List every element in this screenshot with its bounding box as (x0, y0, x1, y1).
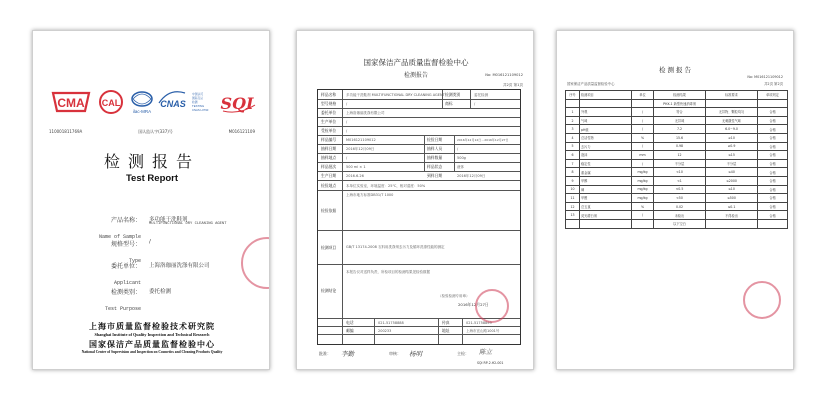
row-value: 上海市地方标准DB31/T 1000 (346, 193, 394, 197)
results-cell: 甲醇 (580, 176, 632, 185)
results-cell: 序号 (566, 91, 580, 100)
results-cell: 单项判定 (758, 91, 788, 100)
results-cell: ≤0.1 (706, 202, 758, 211)
row-value-2: 2016年12月12日－2016年12月27日 (457, 137, 509, 142)
results-cell: 砷 (580, 185, 632, 194)
results-cell: ≥10 (706, 133, 758, 142)
results-cell: ≤40 (706, 168, 758, 177)
results-cell: 合格 (758, 108, 788, 117)
row-label: 检验依据 (321, 208, 337, 213)
row-value-2: 2016年12月09日 (457, 173, 486, 178)
svg-text:国际互认: 国际互认 (192, 96, 204, 100)
field-value-cn: 多功能干洗鞋剂 (149, 217, 188, 223)
results-cell: 4 (566, 133, 580, 142)
results-row (566, 108, 788, 117)
field-label-en: Applicant (113, 280, 141, 286)
results-cell (706, 219, 758, 228)
institute-name-cn-1: 上海市质量监督检验技术研究院 (89, 322, 215, 331)
results-cell: pH值 (580, 125, 632, 134)
results-cell: 11 (566, 194, 580, 203)
results-cell: / (632, 211, 654, 220)
results-cell: 重金属 (580, 168, 632, 177)
results-cell: 合格 (758, 142, 788, 151)
results-cell: / (632, 108, 654, 117)
svg-text:中国认可: 中国认可 (192, 92, 204, 96)
results-cell: 去污力 (580, 142, 632, 151)
cma-logo-icon (53, 93, 89, 111)
results-cell: mg/kg (632, 176, 654, 185)
svg-text:TESTING: TESTING (192, 104, 205, 108)
results-cell: mg/kg (632, 185, 654, 194)
results-cell: 合格 (758, 125, 788, 134)
field-label-cn: 委托单位： (110, 263, 141, 270)
report-detail-page (296, 30, 534, 370)
red-seal-stamp (743, 281, 781, 319)
row-value: / (346, 119, 348, 124)
results-row (566, 159, 788, 168)
results-cell: <0.5 (654, 185, 706, 194)
results-cell (632, 99, 654, 108)
results-row (566, 211, 788, 220)
row-label: 生产日期 (321, 173, 337, 178)
signer-review: 审核： (389, 351, 401, 356)
results-cell: 检测项目 (580, 91, 632, 100)
results-cell: mg/kg (632, 194, 654, 203)
results-cell: 合格 (758, 151, 788, 160)
row-value: 多功能干洗鞋剂 MULTIFUNCTIONAL DRY CLEANING AGENT (346, 92, 445, 97)
row-value: 2016年12月09日 (346, 146, 375, 151)
row-value: GB/T 13174-2008 衣料用洗涤剂去污力及循环洗涤性能的测定 (346, 245, 445, 249)
results-row (566, 133, 788, 142)
results-row (566, 185, 788, 194)
row-label-2: 抽样人员 (427, 146, 443, 151)
results-row (566, 219, 788, 228)
results-cell: <10 (654, 168, 706, 177)
results-cell: 稳定性 (580, 159, 632, 168)
results-cell (758, 99, 788, 108)
cal-logo-icon (100, 91, 122, 113)
row-label-2: 样品状态 (427, 164, 443, 169)
results-table (565, 90, 788, 229)
results-cell: 符合 (654, 108, 706, 117)
results-cell: 合格 (758, 159, 788, 168)
results-cell: 无异物、颗粒均匀 (706, 108, 758, 117)
results-row (566, 125, 788, 134)
results-cell (632, 219, 654, 228)
results-cell: 合格 (758, 176, 788, 185)
results-cell: 甲醛 (580, 194, 632, 203)
results-cell: 合格 (758, 211, 788, 220)
cnas-caption (192, 92, 209, 112)
results-cell: 12 (566, 202, 580, 211)
sqi-logo-text: SQI (220, 94, 254, 113)
results-cell: 以下空白 (654, 219, 706, 228)
row-value: 上海洛珈丽洗涤有限公司 (346, 110, 385, 115)
row-value: 2016.6.26 (346, 173, 364, 178)
results-cell: 荧光增白剂 (580, 211, 632, 220)
row-label: 抽样地点 (321, 155, 337, 160)
results-row (566, 99, 788, 108)
results-cell: 单位 (632, 91, 654, 100)
stamp-note: （检验检测专用章） (438, 294, 470, 298)
results-row (566, 194, 788, 203)
report-title-cn: 检测报告 (103, 152, 200, 171)
results-cell: 10 (566, 185, 580, 194)
results-cell: 合格 (758, 185, 788, 194)
report-subtitle: 检测报告 (403, 72, 428, 79)
results-cell: 8 (566, 168, 580, 177)
results-cell: 1 (566, 108, 580, 117)
results-cell: 0.98 (654, 142, 706, 151)
field-value-cn: 委托检测 (149, 289, 172, 295)
signature-approver: 陈立 (479, 348, 492, 356)
center-title: 国家保洁产品质量监督检验中心 (363, 58, 469, 67)
serial-cma: 110001811769A (49, 129, 83, 134)
row-label: 抽样日期 (321, 146, 337, 151)
results-page-number: 共2页 第2页 (764, 82, 783, 86)
results-cell: 7 (566, 159, 580, 168)
results-cell: 无异味 (654, 116, 706, 125)
report-cover-page (32, 30, 270, 370)
results-cell: % (632, 133, 654, 142)
serial-cal: 国认监认字(337)号 (138, 129, 173, 134)
report-results-page (556, 30, 794, 370)
row-label: 样品名称 (321, 92, 337, 97)
results-cell: / (632, 142, 654, 151)
row-value-2: 委托检测 (474, 92, 488, 97)
results-cell: 未检出 (654, 211, 706, 220)
sqi-logo-icon (221, 94, 255, 113)
field-value-cn: 上海洛珈丽洗涤有限公司 (149, 263, 210, 269)
field-value-en: MULTIFUNCTIONAL DRY CLEANING AGENT (149, 222, 227, 226)
results-cell: 6.0~9.0 (706, 125, 758, 134)
signer-main: 主检： (457, 351, 469, 356)
row-label: 委托单位 (321, 110, 337, 115)
results-cell: PHX-1 新型快速消毒剂 (654, 99, 706, 108)
results-cell: 不分层 (654, 159, 706, 168)
field-applicant (69, 261, 259, 286)
row-value: / (346, 128, 348, 133)
results-cell: % (632, 202, 654, 211)
results-cell: mg/kg (632, 168, 654, 177)
row-value: 本报告仅对送样负责，所检项目的检测结果见检验数据 (346, 270, 430, 274)
results-row (566, 151, 788, 160)
signer-approve: 批准： (319, 351, 331, 356)
results-cell: 5 (566, 142, 580, 151)
results-cell: ≤2000 (706, 176, 758, 185)
cal-logo-text: CAL (101, 98, 121, 108)
results-cell (706, 99, 758, 108)
institute-name-en-1: Shanghai Institute of Quality Inspection and Technical Research (94, 332, 210, 337)
report-number: No: M016121109012 (485, 73, 523, 77)
results-cell: 合格 (758, 133, 788, 142)
svg-text:CNAS L0790: CNAS L0790 (192, 108, 209, 112)
field-label-cn: 产品名称： (110, 217, 141, 224)
row-label-2: 商标 (445, 101, 453, 106)
results-cell: 3 (566, 125, 580, 134)
row-value: M016121109012 (346, 137, 376, 142)
row-value-2: 500g (457, 155, 466, 160)
results-header-row (566, 91, 788, 100)
row-label-2: 检测类别 (445, 92, 461, 97)
results-cell (580, 219, 632, 228)
row-value-2: / (457, 146, 459, 151)
results-header-center: 国家保洁产品质量监督检验中心 (567, 82, 615, 86)
row-label: 检测结论 (321, 288, 337, 293)
row-value: / (346, 155, 348, 160)
contact-value: 021-51758888 (378, 320, 404, 325)
results-cell: 7.2 (654, 125, 706, 134)
results-cell (566, 219, 580, 228)
results-cell: / (632, 125, 654, 134)
row-label: 检测项目 (321, 245, 337, 250)
field-value-cn: / (149, 239, 151, 245)
field-sample-name (69, 215, 259, 240)
contact-label: 传真 (442, 320, 450, 325)
results-cell: 6 (566, 151, 580, 160)
institute-name-en-2: National Center of Supervision and Inspection on Cosmetics and Cleaning Products Quality (81, 350, 223, 354)
contact-value: 021-51758899 (466, 320, 492, 325)
results-cell: 无刺激性气味 (706, 116, 758, 125)
results-cell: 15.6 (654, 133, 706, 142)
results-cell: 不分层 (706, 159, 758, 168)
contact-label: 邮编 (346, 328, 354, 333)
field-test-purpose (69, 287, 259, 312)
field-label-cn: 规格型号： (110, 241, 141, 248)
row-value-2: / (474, 101, 476, 106)
accreditation-numbers (49, 129, 255, 135)
row-value: 500 ml × 1 (346, 164, 366, 169)
row-label: 样品编号 (321, 137, 337, 142)
contact-label: 地址 (442, 328, 450, 333)
cma-logo-text: CMA (57, 96, 85, 110)
results-cell: ≤500 (706, 194, 758, 203)
results-row (566, 168, 788, 177)
results-row (566, 116, 788, 125)
certification-logos (49, 85, 259, 117)
results-cell: 检测结果 (654, 91, 706, 100)
cnas-logo-icon (159, 92, 186, 109)
row-label: 生产单位 (321, 119, 337, 124)
report-title-en: Test Report (125, 173, 179, 184)
red-seal-stamp (475, 289, 509, 323)
field-label-en: Test Purpose (104, 306, 141, 312)
results-row (566, 176, 788, 185)
field-label-en: Name of Sample (98, 234, 141, 240)
results-cell: ≤15 (706, 151, 758, 160)
results-cell: 总五氯 (580, 202, 632, 211)
results-cell: 合格 (758, 194, 788, 203)
signature-inspector: 杨明 (409, 350, 422, 358)
results-report-number: No: M016121109012 (747, 75, 783, 79)
results-title: 检测报告 (659, 66, 693, 74)
results-cell: 12 (654, 151, 706, 160)
row-value: 本单位实验室，环境温度：25℃，相对湿度：50% (346, 183, 426, 188)
results-cell: 气味 (580, 116, 632, 125)
results-cell: 合格 (758, 116, 788, 125)
results-cell: 泡沫 (580, 151, 632, 160)
results-cell: 13 (566, 211, 580, 220)
row-value-2: 液体 (457, 164, 464, 169)
field-label-en: Type (128, 258, 141, 264)
contact-value: 上海市宜山路1001号 (466, 328, 500, 333)
row-label: 检验地点 (321, 183, 337, 188)
results-cell (758, 219, 788, 228)
field-label-cn: 检测类别： (110, 289, 141, 296)
results-cell: / (632, 159, 654, 168)
cnas-logo-text: CNAS (160, 99, 186, 109)
serial-report: M016121109 (228, 129, 255, 134)
results-cell: 不得检出 (706, 211, 758, 220)
form-footer-number: SQI RP-2.H2-001 (477, 361, 504, 365)
results-cell: 总活性物 (580, 133, 632, 142)
results-cell (566, 99, 580, 108)
results-row (566, 202, 788, 211)
svg-text:检测: 检测 (192, 100, 198, 104)
results-cell: <1 (654, 176, 706, 185)
results-cell: 标准要求 (706, 91, 758, 100)
results-cell: 外观 (580, 108, 632, 117)
row-label: 型号规格 (321, 101, 337, 106)
signature-reviewer: 李勤 (341, 350, 354, 358)
row-label-2: 到样日期 (427, 173, 443, 178)
institute-name-cn-2: 国家保洁产品质量监督检验中心 (89, 340, 215, 349)
row-value: / (346, 101, 348, 106)
results-cell: 合格 (758, 168, 788, 177)
ilac-logo-text: ilac-MRA (132, 109, 152, 114)
contact-value: 200233 (378, 328, 392, 333)
results-cell: 合格 (758, 202, 788, 211)
row-label: 样品批次 (321, 164, 337, 169)
page-number: 共2页 第1页 (502, 83, 523, 87)
results-cell (580, 99, 632, 108)
row-label-2: 抽样数量 (427, 155, 443, 160)
results-cell: <50 (654, 194, 706, 203)
contact-label: 电话 (346, 320, 354, 325)
sign-date: 2016年12月27日 (458, 302, 489, 307)
results-cell: / (632, 116, 654, 125)
ilac-mra-logo-icon (132, 92, 152, 114)
row-label-2: 检验日期 (427, 137, 443, 142)
results-cell: 0.02 (654, 202, 706, 211)
results-cell: ≥0.9 (706, 142, 758, 151)
results-cell: 2 (566, 116, 580, 125)
results-cell: 9 (566, 176, 580, 185)
results-row (566, 142, 788, 151)
results-cell: mm (632, 151, 654, 160)
row-label: 受检单位 (321, 128, 337, 133)
results-cell: ≤10 (706, 185, 758, 194)
